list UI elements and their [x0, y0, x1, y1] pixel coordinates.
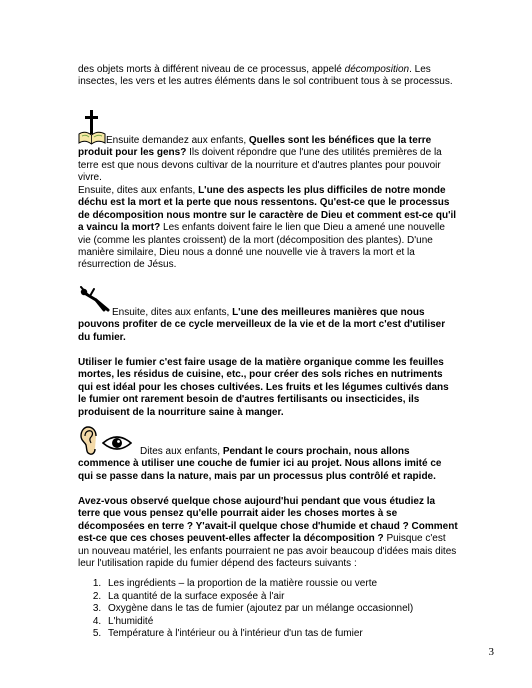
text: Puisque c'est un nouveau matériel, les enfants pourraient ne pas avoir beaucoup d'idées mais dites leur l'utilisation rapide du fumier dépend des facteurs suivants :: [78, 533, 457, 570]
text: Les enfants doivent faire le lien que Dieu a amené une nouvelle vie (comme les plantes croissent) de la mort (décomposition des plantes). D'une manière similaire, Dieu nous a donné une nouvelle vie à travers la mort et la résurrection de Jésus.: [78, 222, 445, 271]
paragraph-death: [78, 185, 458, 272]
text: Dites aux enfants,: [140, 446, 223, 457]
list-item: 2. La quantité de la surface exposée à l'air: [104, 591, 458, 604]
paragraph-next-lesson: [78, 446, 458, 483]
text: Ensuite demandez aux enfants,: [106, 135, 249, 146]
text: Ensuite, dites aux enfants,: [112, 307, 233, 318]
italic-term: décomposition: [344, 64, 410, 75]
bold-statement: Pendant le cours prochain, nous allons commence à utiliser une couche de fumier ici au projet. Nous allons imité ce qui se passe dans la nature, mais par un processus plus contrôlé et rapide.: [78, 446, 442, 482]
text: Ils doivent répondre que l'une des utilités premières de la terre est que nous devons cultivar de la nourriture et d'autres plantes pour pouvoir vivre.: [78, 147, 442, 184]
factors-list: [78, 578, 458, 641]
bold-statement: Utiliser le fumier c'est faire usage de la matière organique comme les feuilles mortes, les résidus de cuisine, etc., pour créer des sols riches en nutriments qui est idéal pour les choses cultivées. Les fruits et les légumes cultivés dans le fumier ont rarement besoin de d'autres fertilisants ou insecticides, ils produisent de la nourriture saine à manger.: [78, 357, 449, 418]
text: des objets morts à différent niveau de ce processus, appelé: [78, 64, 345, 75]
text: Ensuite, dites aux enfants,: [78, 185, 199, 196]
paragraph-observation: [78, 496, 458, 570]
page-number: 3: [488, 646, 494, 658]
paragraph-intro: [78, 64, 458, 89]
list-item: 4. L'humidité: [104, 616, 458, 629]
list-item: 5. Température à l'intérieur ou à l'intérieur d'un tas de fumier: [104, 628, 458, 641]
list-item: 1. Les ingrédients – la proportion de la matière roussie ou verte: [104, 578, 458, 591]
bold-statement: L'une des meilleures manières que nous pouvons profiter de ce cycle merveilleux de la vie et de la mort c'est d'utiliser du fumier.: [78, 307, 446, 343]
paragraph-compost-definition: [78, 357, 458, 419]
text: . Les insectes, les vers et les autres éléments dans le sol contribuent tous à se processus.: [78, 64, 453, 88]
paragraph-compost-intro: [78, 307, 458, 344]
bold-question: Quelles sont les bénéfices que la terre produit pour les gens?: [78, 135, 432, 159]
bold-question: L'une des aspects les plus difficiles de notre monde déchu est la mort et la perte que nous ressentons. Qu'est-ce que le processus de décomposition nous montre sur le caractère de Dieu et comment est-ce qu'il a vaincu la mort?: [78, 185, 457, 234]
paragraph-benefits: [78, 135, 458, 185]
bold-question: Avez-vous observé quelque chose aujourd'hui pendant que vous étudiez la terre que vous pensez qu'elle pourrait aider les choses mortes à se décomposées en terre ? Y'avait-il quelque chose d'humide et chaud ? Comment est-ce que ces choses peuvent-elles affecter la décomposition ?: [78, 496, 458, 545]
list-item: 3. Oxygène dans le tas de fumier (ajoutez par un mélange occasionnel): [104, 603, 458, 616]
